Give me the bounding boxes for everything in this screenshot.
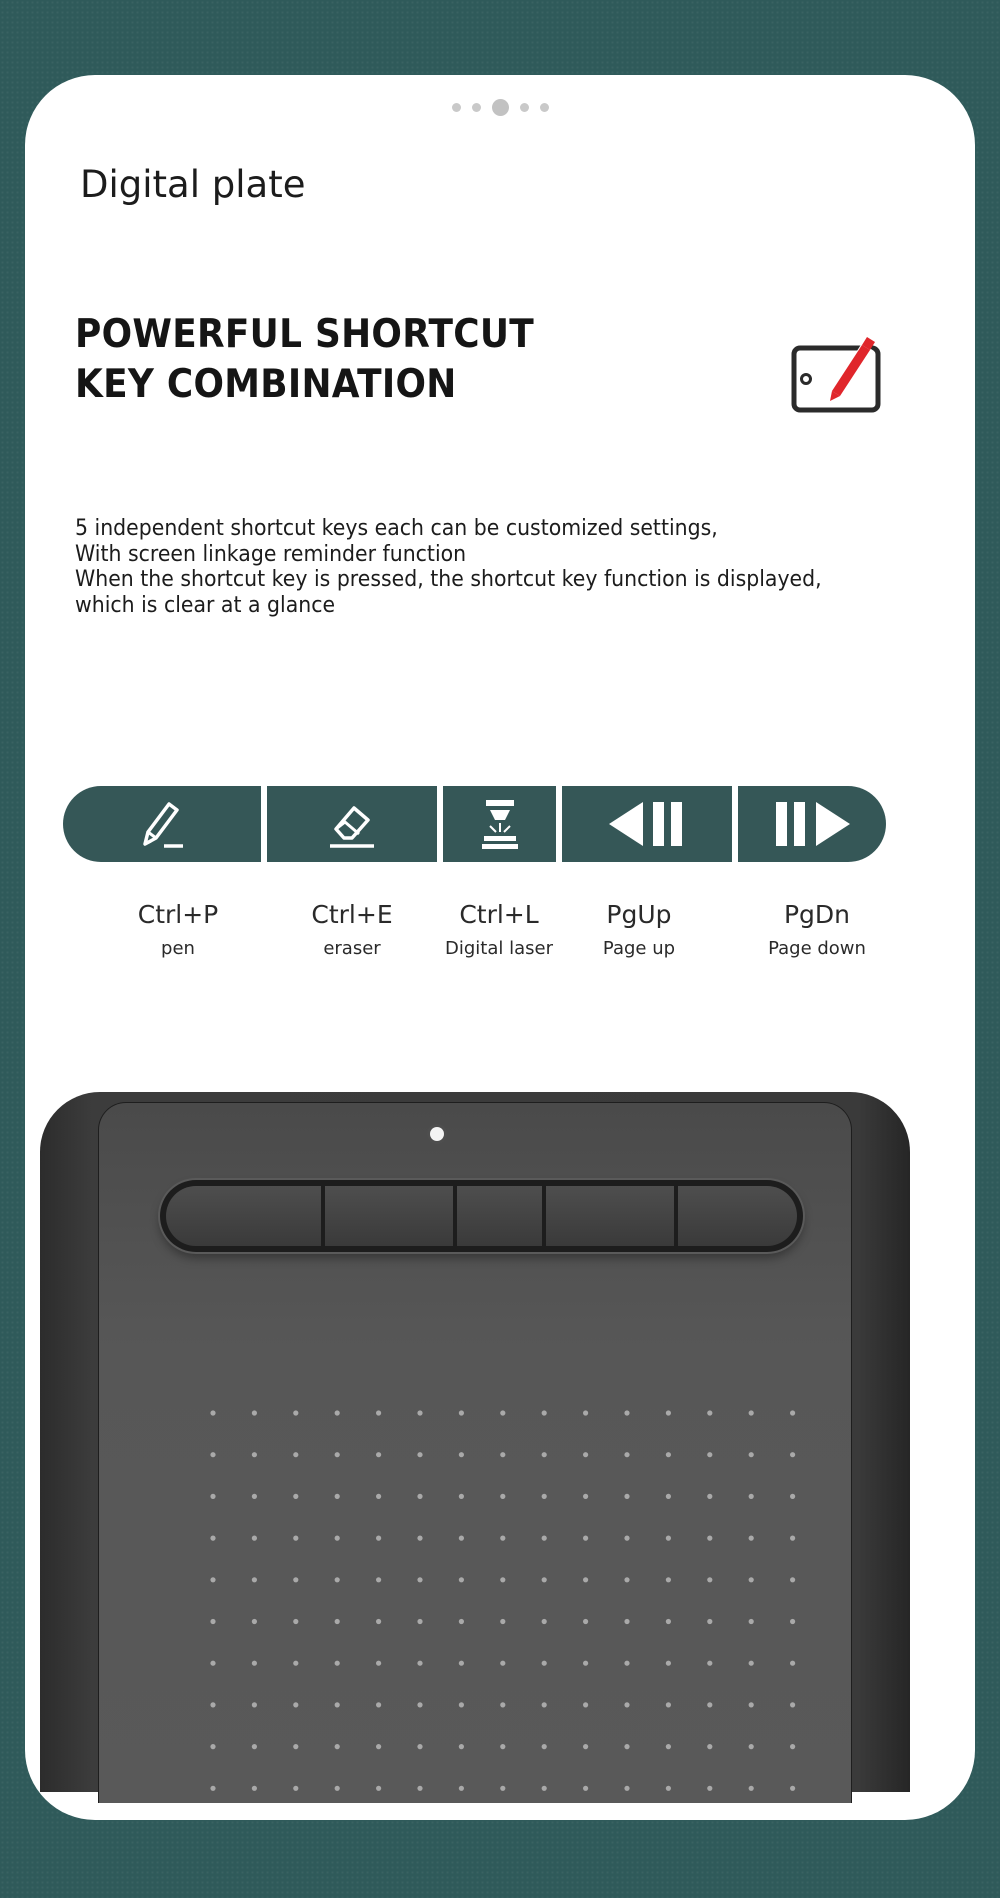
hardware-key[interactable] <box>325 1186 453 1246</box>
headline-line: POWERFUL SHORTCUT <box>75 312 535 357</box>
pager-dot[interactable] <box>472 103 481 112</box>
hardware-key[interactable] <box>457 1186 542 1246</box>
page-down-icon <box>770 798 854 850</box>
key-label-pen <box>138 900 219 959</box>
eraser-icon <box>326 796 378 852</box>
hardware-key[interactable] <box>678 1186 797 1246</box>
pager-dot[interactable] <box>520 103 529 112</box>
laser-icon <box>476 796 524 852</box>
pager-dot[interactable] <box>452 103 461 112</box>
page-up-icon <box>605 798 689 850</box>
description-line: which is clear at a glance <box>75 592 336 618</box>
description <box>75 516 822 618</box>
key-pen[interactable] <box>63 786 261 862</box>
key-combo: PgUp <box>606 900 672 929</box>
description-line: With screen linkage reminder function <box>75 541 467 567</box>
pager-dot[interactable] <box>540 103 549 112</box>
headline <box>75 310 534 410</box>
pager-dot-active[interactable] <box>492 99 509 116</box>
key-combo: Ctrl+L <box>459 900 539 929</box>
key-label-laser <box>445 900 553 959</box>
key-function: Digital laser <box>445 938 553 959</box>
description-line: When the shortcut key is pressed, the shortcut key function is displayed, <box>75 567 822 592</box>
tablet-pen-icon <box>790 333 890 413</box>
key-page-down[interactable] <box>738 786 886 862</box>
description-line: 5 independent shortcut keys each can be customized settings, <box>75 516 718 541</box>
key-function: Page up <box>602 938 676 959</box>
key-page-up[interactable] <box>562 786 732 862</box>
key-eraser[interactable] <box>267 786 437 862</box>
hardware-key[interactable] <box>546 1186 674 1246</box>
page-bottom-border <box>0 1820 1000 1898</box>
key-label-page-down <box>768 900 866 959</box>
key-label-eraser <box>311 900 392 959</box>
product-subtitle: Digital plate <box>80 163 306 206</box>
key-combo: Ctrl+E <box>311 900 393 929</box>
carousel-pager <box>25 99 975 116</box>
shortcut-key-bar <box>63 786 886 862</box>
key-laser[interactable] <box>443 786 556 862</box>
headline-line: KEY COMBINATION <box>75 362 457 407</box>
key-combo: Ctrl+P <box>137 900 219 929</box>
key-function: pen <box>161 938 195 959</box>
hardware-key-bar <box>160 1180 803 1252</box>
pen-icon <box>137 796 187 852</box>
key-label-page-up <box>603 900 675 959</box>
key-combo: PgDn <box>783 900 851 929</box>
status-led <box>430 1127 444 1141</box>
key-function: Page down <box>768 938 866 959</box>
key-function: eraser <box>323 938 381 959</box>
hardware-key[interactable] <box>166 1186 321 1246</box>
